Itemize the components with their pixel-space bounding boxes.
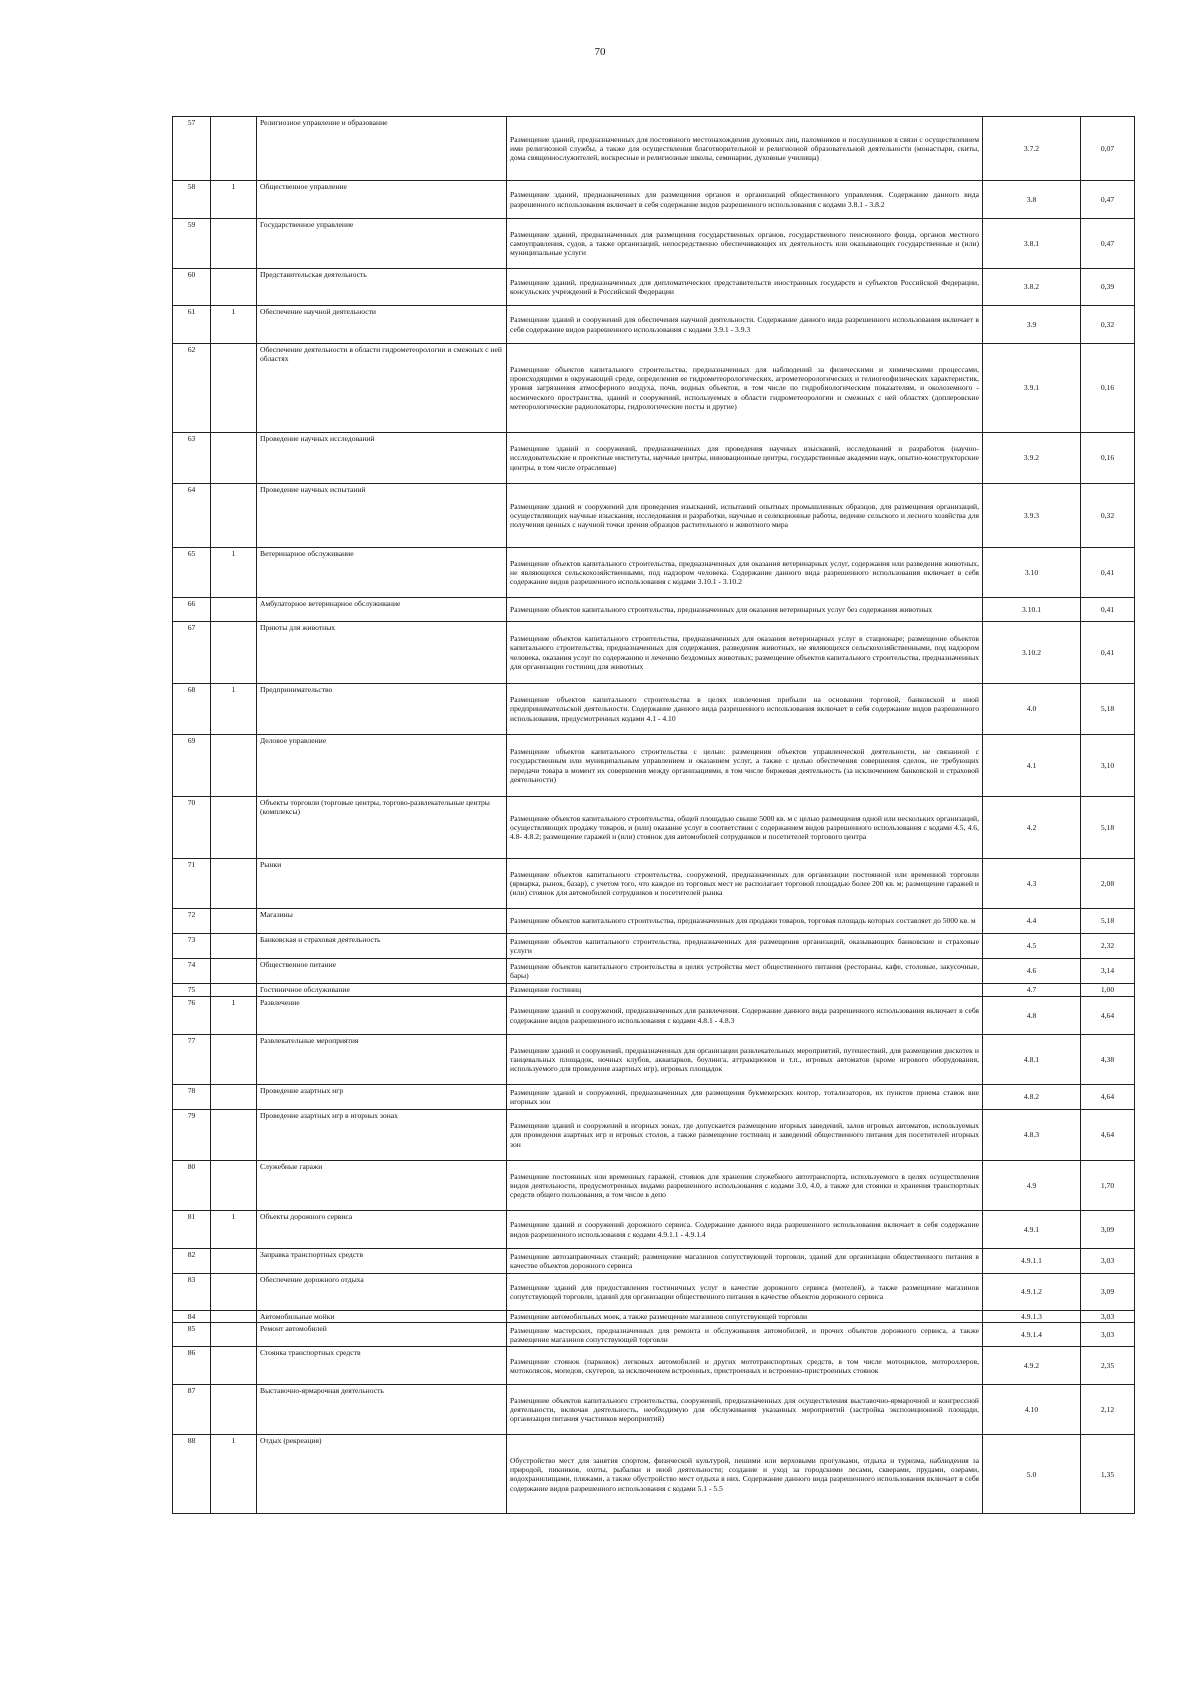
row-coefficient: 2,35 [1081,1347,1135,1385]
row-description: Размещение зданий и сооружений, предназначенных для развлечения. Содержание данного вида разрешенного использования включает в себя содержание видов разрешенного использования с кодами 4.8.1 - 4.8.3 [507,997,983,1035]
row-coefficient: 1,70 [1081,1161,1135,1211]
row-name: Банковская и страховая деятельность [257,934,507,959]
row-description: Обустройство мест для занятия спортом, физической культурой, пешими или верховыми прогулками, отдыха и туризма, наблюдения за природой, пикников, охоты, рыбалки и иной деятельности; создание и уход за городскими лесами, скверами, прудами, озерами, водохранилищами, пляжами, а также обустройство мест отдыха в них. Содержание данного вида разрешенного использования включает в себя содержание видов разрешенного использования с кодами 5.1 - 5.5 [507,1435,983,1514]
row-coefficient: 3,03 [1081,1311,1135,1323]
row-name: Выставочно-ярмарочная деятельность [257,1385,507,1435]
table-row [173,1085,1135,1110]
row-number: 68 [173,684,211,735]
row-description: Размещение объектов капитального строительства, предназначенных для оказания ветеринарных услуг, содержания или разведения животных, не являющихся сельскохозяйственными, под надзором человека. Содержание данного вида разрешенного использования включает в себя содержание видов разрешенного использования с кодами 3.10.1 - 3.10.2 [507,548,983,598]
row-number: 74 [173,959,211,984]
row-name: Амбулаторное ветеринарное обслуживание [257,598,507,622]
row-coefficient: 1,35 [1081,1435,1135,1514]
row-code: 5.0 [983,1435,1081,1514]
row-level [211,484,257,548]
row-name: Проведение азартных игр в игорных зонах [257,1110,507,1161]
row-description: Размещение зданий и сооружений, предназначенных для организации развлекательных мероприятий, путешествий, для размещения дискотек и танцевальных площадок, ночных клубов, аквапарков, боулинга, аттракционов и т.п., игровых автоматов (кроме игрового оборудования, используемого для проведения азартных игр), игровых площадок [507,1035,983,1085]
row-number: 65 [173,548,211,598]
row-description: Размещение зданий, предназначенных для дипломатических представительств иностранных государств и субъектов Российской Федерации, консульских учреждений в Российской Федерации [507,269,983,306]
row-name: Религиозное управление и образование [257,117,507,181]
row-code: 3.9.1 [983,344,1081,433]
table-row [173,1274,1135,1311]
row-coefficient: 3,03 [1081,1249,1135,1274]
table-row [173,219,1135,269]
row-name: Деловое управление [257,735,507,797]
row-coefficient: 0,41 [1081,622,1135,684]
land-use-table [172,116,1135,1514]
row-number: 78 [173,1085,211,1110]
row-description: Размещение зданий и сооружений для обеспечения научной деятельности. Содержание данного вида разрешенного использования включает в себя содержание видов разрешенного использования с кодами 3.9.1 - 3.9.3 [507,306,983,344]
row-level [211,219,257,269]
row-description: Размещение объектов капитального строительства, сооружений, предназначенных для организации постоянной или временной торговли (ярмарка, рынок, базар), с учетом того, что каждое из торговых мест не располагает торговой площадью более 200 кв. м; размещение гаражей и (или) стоянок для автомобилей сотрудников и посетителей рынка [507,859,983,909]
row-code: 4.1 [983,735,1081,797]
row-name: Объекты торговли (торговые центры, торгово-развлекательные центры (комплексы) [257,797,507,859]
row-coefficient: 2,12 [1081,1385,1135,1435]
row-coefficient: 5,18 [1081,909,1135,934]
row-coefficient: 0,32 [1081,306,1135,344]
row-number: 79 [173,1110,211,1161]
table-row [173,269,1135,306]
row-name: Развлечение [257,997,507,1035]
row-level [211,1085,257,1110]
table-row [173,622,1135,684]
row-name: Проведение научных исследований [257,433,507,484]
row-description: Размещение объектов капитального строительства, предназначенных для размещения организаций, оказывающих банковские и страховые услуги [507,934,983,959]
row-coefficient: 3,14 [1081,959,1135,984]
row-description: Размещение зданий и сооружений в игорных зонах, где допускается размещение игорных заведений, залов игровых автоматов, используемых для проведения азартных игр и игровых столов, а также размещение гостиниц и заведений общественного питания для посетителей игорных зон [507,1110,983,1161]
row-coefficient: 0,41 [1081,598,1135,622]
row-level [211,1385,257,1435]
row-description: Размещение объектов капитального строительства, предназначенных для оказания ветеринарных услуг в стационаре; размещение объектов капитального строительства, предназначенных для содержания, разведения животных, не являющихся сельскохозяйственными, под надзором человека, оказания услуг по содержанию и лечению бездомных животных; размещение объектов капитального строительства, предназначенных для организации гостиниц для животных [507,622,983,684]
row-name: Общественное питание [257,959,507,984]
row-description: Размещение мастерских, предназначенных для ремонта и обслуживания автомобилей, и прочих объектов дорожного сервиса, а также размещение магазинов сопутствующей торговли [507,1323,983,1347]
row-number: 63 [173,433,211,484]
row-name: Заправка транспортных средств [257,1249,507,1274]
row-code: 3.9 [983,306,1081,344]
row-level [211,1274,257,1311]
row-code: 4.4 [983,909,1081,934]
table-row [173,344,1135,433]
row-code: 3.8.1 [983,219,1081,269]
row-number: 58 [173,181,211,219]
row-code: 3.7.2 [983,117,1081,181]
row-code: 4.8.1 [983,1035,1081,1085]
row-level [211,859,257,909]
row-coefficient: 4,64 [1081,1110,1135,1161]
row-description: Размещение зданий для предоставления гостиничных услуг в качестве дорожного сервиса (мотелей), а также размещение магазинов сопутствующей торговли, зданий для организации общественного питания в качестве объектов дорожного сервиса [507,1274,983,1311]
row-level [211,1035,257,1085]
row-code: 4.9.2 [983,1347,1081,1385]
table-row [173,1385,1135,1435]
table-row [173,934,1135,959]
row-level: 1 [211,1211,257,1249]
row-coefficient: 0,16 [1081,433,1135,484]
row-name: Обеспечение научной деятельности [257,306,507,344]
row-name: Обеспечение деятельности в области гидрометеорологии и смежных с ней областях [257,344,507,433]
row-name: Рынки [257,859,507,909]
row-coefficient: 3,10 [1081,735,1135,797]
row-level [211,797,257,859]
row-name: Объекты дорожного сервиса [257,1211,507,1249]
table-row [173,735,1135,797]
row-name: Общественное управление [257,181,507,219]
row-code: 4.6 [983,959,1081,984]
row-level [211,909,257,934]
row-code: 3.8 [983,181,1081,219]
table-row [173,959,1135,984]
row-level: 1 [211,997,257,1035]
row-level: 1 [211,684,257,735]
row-coefficient: 0,39 [1081,269,1135,306]
row-coefficient: 3,09 [1081,1211,1135,1249]
table-row [173,1035,1135,1085]
row-code: 4.2 [983,797,1081,859]
row-level [211,959,257,984]
row-code: 4.9.1.2 [983,1274,1081,1311]
row-coefficient: 0,47 [1081,219,1135,269]
table-row [173,797,1135,859]
row-level [211,433,257,484]
row-number: 59 [173,219,211,269]
row-description: Размещение автомобильных моек, а также размещение магазинов сопутствующей торговли [507,1311,983,1323]
row-description: Размещение объектов капитального строительства, предназначенных для наблюдений за физическими и химическими процессами, происходящими в окружающей среде, определения ее гидрометеорологических, агрометеорологических и гелиогеофизических характеристик, уровня загрязнения атмосферного воздуха, почв, водных объектов, в том числе по гидробиологическим показателям, и околоземного - космического пространства, зданий и сооружений, используемых в области гидрометеорологии и смежных с ней областях (доплеровские метеорологические радиолокаторы, гидрологические посты и другие) [507,344,983,433]
row-number: 66 [173,598,211,622]
page-number: 70 [594,46,606,58]
row-level: 1 [211,181,257,219]
row-code: 4.8.3 [983,1110,1081,1161]
table-row [173,1323,1135,1347]
row-number: 88 [173,1435,211,1514]
row-description: Размещение зданий и сооружений для проведения изысканий, испытаний опытных промышленных образцов, для размещения организаций, осуществляющих научные изыскания, исследования и разработки, научные и селекционные работы, ведение сельского и лесного хозяйства для получения ценных с научной точки зрения образцов растительного и животного мира [507,484,983,548]
row-coefficient: 0,16 [1081,344,1135,433]
row-number: 87 [173,1385,211,1435]
row-level [211,622,257,684]
row-code: 3.10.1 [983,598,1081,622]
row-level: 1 [211,306,257,344]
row-name: Представительская деятельность [257,269,507,306]
table-row [173,433,1135,484]
table-row [173,117,1135,181]
row-description: Размещение объектов капитального строительства, предназначенных для продажи товаров, торговая площадь которых составляет до 5000 кв. м [507,909,983,934]
table-row [173,984,1135,997]
row-code: 4.7 [983,984,1081,997]
row-number: 62 [173,344,211,433]
row-name: Предпринимательство [257,684,507,735]
row-level [211,934,257,959]
row-coefficient: 4,64 [1081,997,1135,1035]
row-description: Размещение постоянных или временных гаражей, стоянок для хранения служебного автотранспорта, используемого в целях осуществления видов деятельности, предусмотренных видами разрешенного использования с кодами 3.0, 4.0, а также для стоянки и хранения транспортных средств общего пользования, в том числе в депо [507,1161,983,1211]
row-number: 85 [173,1323,211,1347]
row-name: Приюты для животных [257,622,507,684]
row-description: Размещение зданий и сооружений, предназначенных для размещения букмекерских контор, тотализаторов, их пунктов приема ставок вне игорных зон [507,1085,983,1110]
row-coefficient: 1,00 [1081,984,1135,997]
row-number: 80 [173,1161,211,1211]
table-row [173,1110,1135,1161]
row-coefficient: 0,07 [1081,117,1135,181]
row-number: 76 [173,997,211,1035]
row-name: Государственное управление [257,219,507,269]
row-description: Размещение гостиниц [507,984,983,997]
row-description: Размещение зданий и сооружений, предназначенных для проведения научных изысканий, исследований и разработок (научно-исследовательские и проектные институты, научные центры, инновационные центры, государственные академии наук, опытно-конструкторские центры, в том числе отраслевые) [507,433,983,484]
row-description: Размещение автозаправочных станций; размещение магазинов сопутствующей торговли, зданий для организации общественного питания в качестве объектов дорожного сервиса [507,1249,983,1274]
row-description: Размещение объектов капитального строительства, предназначенных для оказания ветеринарных услуг без содержания животных [507,598,983,622]
table-row [173,1161,1135,1211]
row-number: 75 [173,984,211,997]
row-number: 83 [173,1274,211,1311]
row-number: 64 [173,484,211,548]
table-row [173,1347,1135,1385]
row-code: 3.8.2 [983,269,1081,306]
row-code: 3.9.2 [983,433,1081,484]
row-level [211,1347,257,1385]
table-row [173,684,1135,735]
row-name: Стоянка транспортных средств [257,1347,507,1385]
row-description: Размещение зданий, предназначенных для постоянного местонахождения духовных лиц, паломников и послушников в связи с осуществлением ими религиозной службы, а также для осуществления благотворительной и религиозной образовательной деятельности (монастыри, скиты, дома священнослужителей, воскресные и религиозные школы, семинарии, духовные училища) [507,117,983,181]
row-code: 4.9.1.3 [983,1311,1081,1323]
row-coefficient: 0,47 [1081,181,1135,219]
row-description: Размещение объектов капитального строительства в целях устройства мест общественного питания (рестораны, кафе, столовые, закусочные, бары) [507,959,983,984]
row-level [211,344,257,433]
table-row [173,1435,1135,1514]
row-code: 3.10.2 [983,622,1081,684]
row-number: 77 [173,1035,211,1085]
row-level [211,1311,257,1323]
row-coefficient: 2,08 [1081,859,1135,909]
row-number: 84 [173,1311,211,1323]
row-description: Размещение зданий, предназначенных для размещения государственных органов, государственного пенсионного фонда, органов местного самоуправления, судов, а также организаций, непосредственно обеспечивающих их деятельность или оказывающих государственные и (или) муниципальные услуги [507,219,983,269]
row-code: 4.5 [983,934,1081,959]
row-code: 3.10 [983,548,1081,598]
row-name: Автомобильные мойки [257,1311,507,1323]
row-level [211,735,257,797]
row-number: 70 [173,797,211,859]
row-code: 4.8 [983,997,1081,1035]
row-description: Размещение объектов капитального строительства, сооружений, предназначенных для осуществления выставочно-ярмарочной и конгрессной деятельности, включая деятельность, необходимую для обслуживания указанных мероприятий (застройка экспозиционной площади, организация питания участников мероприятий) [507,1385,983,1435]
row-level [211,1323,257,1347]
row-code: 4.0 [983,684,1081,735]
row-description: Размещение объектов капитального строительства, общей площадью свыше 5000 кв. м с целью размещения одной или нескольких организаций, осуществляющих продажу товаров, и (или) оказание услуг в соответствии с содержанием видов разрешенного использования с кодами 4.5, 4.6, 4.8- 4.8.2; размещение гаражей и (или) стоянок для автомобилей сотрудников и посетителей торгового центра [507,797,983,859]
row-description: Размещение объектов капитального строительства в целях извлечения прибыли на основании торговой, банковской и иной предпринимательской деятельности. Содержание данного вида разрешенного использования включает в себя содержание видов разрешенного использования, предусмотренных кодами 4.1 - 4.10 [507,684,983,735]
row-description: Размещение объектов капитального строительства с целью: размещения объектов управленческой деятельности, не связанной с государственным или муниципальным управлением и оказанием услуг, а также с целью обеспечения совершения сделок, не требующих передачи товара в момент их совершения между организациями, в том числе биржевая деятельность (за исключением банковской и страховой деятельности) [507,735,983,797]
row-name: Проведение азартных игр [257,1085,507,1110]
row-coefficient: 3,03 [1081,1323,1135,1347]
row-name: Обеспечение дорожного отдыха [257,1274,507,1311]
row-level: 1 [211,548,257,598]
row-description: Размещение стоянок (парковок) легковых автомобилей и других мототранспортных средств, в том числе мотоциклов, мотороллеров, мотоколясок, мопедов, скутеров, за исключением встроенных, пристроенных и встроенно-пристроенных стоянок [507,1347,983,1385]
row-code: 4.3 [983,859,1081,909]
row-level [211,598,257,622]
row-name: Ремонт автомобилей [257,1323,507,1347]
row-level [211,984,257,997]
table-row [173,484,1135,548]
table-row [173,909,1135,934]
row-code: 4.9 [983,1161,1081,1211]
row-coefficient: 0,32 [1081,484,1135,548]
row-name: Проведение научных испытаний [257,484,507,548]
row-description: Размещение зданий, предназначенных для размещения органов и организаций общественного управления. Содержание данного вида разрешенного использования включает в себя содержание видов разрешенного использования с кодами 3.8.1 - 3.8.2 [507,181,983,219]
row-number: 82 [173,1249,211,1274]
row-description: Размещение зданий и сооружений дорожного сервиса. Содержание данного вида разрешенного использования включает в себя содержание видов разрешенного использования с кодами 4.9.1.1 - 4.9.1.4 [507,1211,983,1249]
row-level [211,269,257,306]
row-number: 71 [173,859,211,909]
table-row [173,181,1135,219]
row-number: 73 [173,934,211,959]
table-row [173,1211,1135,1249]
row-code: 4.9.1.1 [983,1249,1081,1274]
row-level [211,1161,257,1211]
row-coefficient: 0,41 [1081,548,1135,598]
row-number: 60 [173,269,211,306]
row-code: 3.9.3 [983,484,1081,548]
row-name: Отдых (рекреация) [257,1435,507,1514]
row-name: Ветеринарное обслуживание [257,548,507,598]
row-coefficient: 5,18 [1081,797,1135,859]
row-level [211,117,257,181]
row-name: Развлекательные мероприятия [257,1035,507,1085]
row-name: Гостиничное обслуживание [257,984,507,997]
row-number: 81 [173,1211,211,1249]
row-coefficient: 5,18 [1081,684,1135,735]
row-number: 86 [173,1347,211,1385]
row-coefficient: 3,09 [1081,1274,1135,1311]
row-level [211,1110,257,1161]
row-number: 67 [173,622,211,684]
table-row [173,306,1135,344]
table-row [173,859,1135,909]
row-number: 69 [173,735,211,797]
row-level: 1 [211,1435,257,1514]
row-level [211,1249,257,1274]
table-row [173,997,1135,1035]
row-code: 4.10 [983,1385,1081,1435]
table-row [173,548,1135,598]
row-number: 72 [173,909,211,934]
table-row [173,598,1135,622]
row-number: 61 [173,306,211,344]
row-name: Магазины [257,909,507,934]
row-coefficient: 4,64 [1081,1085,1135,1110]
table-row [173,1249,1135,1274]
table-row [173,1311,1135,1323]
row-code: 4.8.2 [983,1085,1081,1110]
row-code: 4.9.1 [983,1211,1081,1249]
row-coefficient: 4,38 [1081,1035,1135,1085]
row-number: 57 [173,117,211,181]
row-coefficient: 2,32 [1081,934,1135,959]
row-code: 4.9.1.4 [983,1323,1081,1347]
row-name: Служебные гаражи [257,1161,507,1211]
